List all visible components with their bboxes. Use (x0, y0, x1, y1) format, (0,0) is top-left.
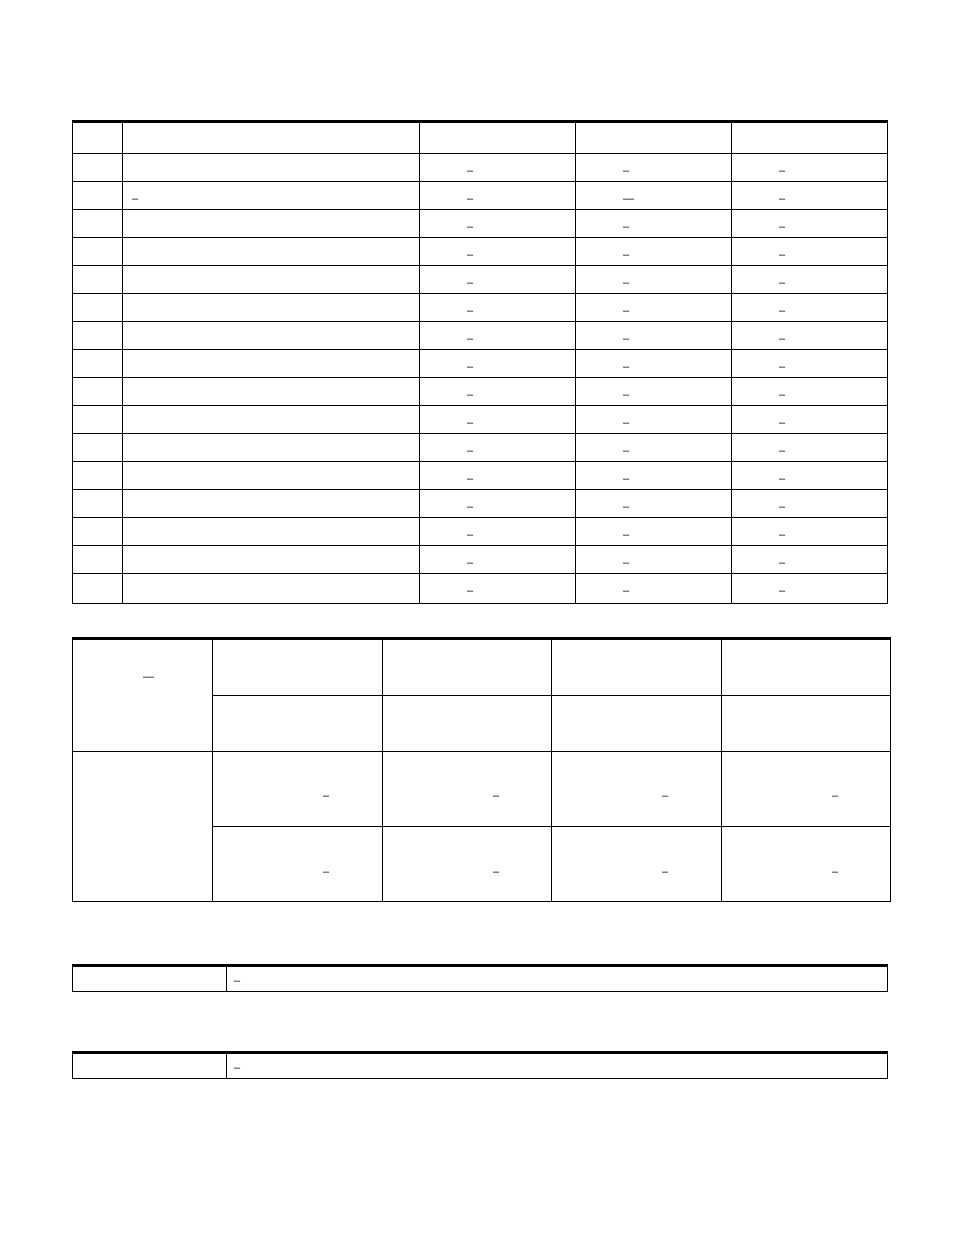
row-divider (73, 751, 890, 752)
table-cell: – (623, 165, 630, 177)
table-1 (72, 120, 888, 604)
table-cell: – (234, 1062, 241, 1074)
row-divider (73, 321, 887, 322)
column-divider (382, 640, 383, 901)
table-cell: – (467, 361, 474, 373)
row-divider (73, 209, 887, 210)
table-cell: – (467, 557, 474, 569)
table-cell: – (662, 790, 669, 802)
table-cell: – (623, 585, 630, 597)
row-divider (73, 265, 887, 266)
row-divider (73, 153, 887, 154)
table-cell: – (779, 585, 786, 597)
table-cell: – (623, 389, 630, 401)
table-cell: – (662, 866, 669, 878)
table-4 (72, 1051, 888, 1079)
table-cell: – (132, 193, 139, 205)
table-cell: – (467, 333, 474, 345)
table-cell: – (467, 165, 474, 177)
table-cell: – (779, 165, 786, 177)
table-cell: – (779, 389, 786, 401)
table-cell: – (779, 249, 786, 261)
row-divider (73, 293, 887, 294)
table-cell: – (623, 529, 630, 541)
table-cell: – (467, 193, 474, 205)
table-cell: – (779, 557, 786, 569)
column-divider (731, 123, 732, 603)
header-mark: — (143, 671, 154, 683)
column-divider (212, 640, 213, 901)
column-divider (721, 640, 722, 901)
table-cell: – (623, 473, 630, 485)
column-divider (226, 967, 227, 991)
table-cell: – (467, 501, 474, 513)
table-cell: – (467, 473, 474, 485)
table-cell: – (779, 221, 786, 233)
row-divider (73, 405, 887, 406)
table-cell: – (623, 361, 630, 373)
row-divider (73, 377, 887, 378)
column-divider (122, 123, 123, 603)
table-cell: – (323, 866, 330, 878)
column-divider (226, 1054, 227, 1078)
table-cell: – (623, 333, 630, 345)
table-cell: – (623, 417, 630, 429)
column-divider (575, 123, 576, 603)
row-divider (73, 349, 887, 350)
table-cell: – (234, 975, 241, 987)
table-cell: – (779, 529, 786, 541)
table-3 (72, 964, 888, 992)
row-divider (73, 433, 887, 434)
table-cell: – (779, 361, 786, 373)
table-cell: – (779, 501, 786, 513)
column-divider (419, 123, 420, 603)
table-cell: – (623, 305, 630, 317)
table-cell: – (467, 277, 474, 289)
table-cell: – (779, 277, 786, 289)
table-cell: – (623, 557, 630, 569)
table-cell: – (323, 790, 330, 802)
row-divider (73, 181, 887, 182)
table-cell: – (467, 305, 474, 317)
table-cell: – (623, 221, 630, 233)
row-divider (212, 695, 890, 696)
row-divider (212, 826, 890, 827)
table-cell: – (779, 333, 786, 345)
table-cell: – (467, 445, 474, 457)
row-divider (73, 461, 887, 462)
table-cell: – (467, 529, 474, 541)
table-cell: — (623, 193, 634, 205)
table-cell: – (623, 501, 630, 513)
table-cell: – (779, 417, 786, 429)
table-cell: – (779, 445, 786, 457)
row-divider (73, 237, 887, 238)
table-cell: – (493, 790, 500, 802)
table-cell: – (832, 866, 839, 878)
table-cell: – (779, 193, 786, 205)
table-cell: – (467, 249, 474, 261)
table-cell: – (779, 305, 786, 317)
row-divider (73, 573, 887, 574)
table-cell: – (832, 790, 839, 802)
table-cell: – (467, 221, 474, 233)
table-2 (72, 637, 891, 902)
table-cell: – (623, 277, 630, 289)
row-divider (73, 517, 887, 518)
column-divider (551, 640, 552, 901)
table-cell: – (623, 445, 630, 457)
table-cell: – (467, 417, 474, 429)
table-cell: – (779, 473, 786, 485)
row-divider (73, 545, 887, 546)
table-cell: – (467, 585, 474, 597)
table-cell: – (467, 389, 474, 401)
row-divider (73, 489, 887, 490)
table-cell: – (493, 866, 500, 878)
table-cell: – (623, 249, 630, 261)
